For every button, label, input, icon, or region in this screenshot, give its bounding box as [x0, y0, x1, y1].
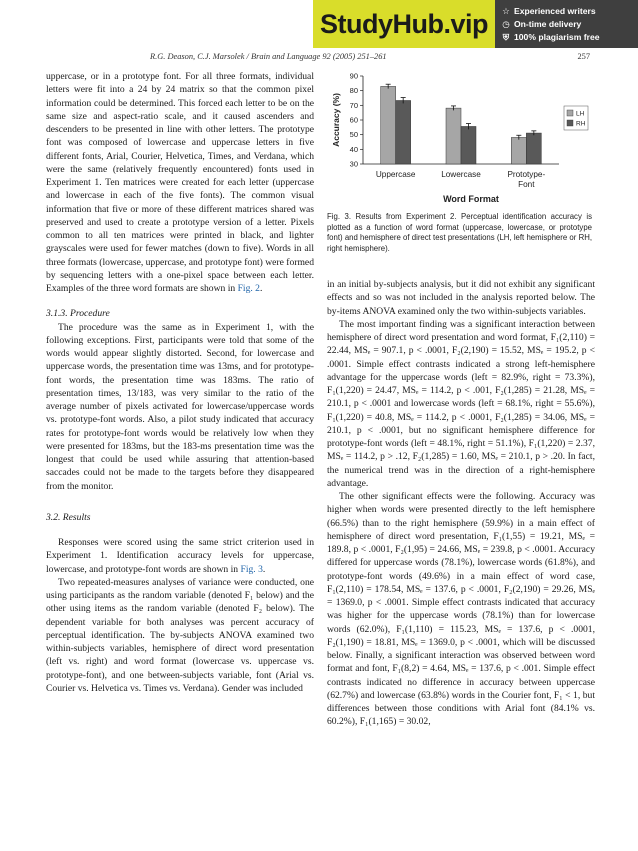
watermark-features	[495, 5, 600, 44]
y-tick-label: 80	[349, 86, 358, 96]
left-column	[46, 70, 314, 695]
fig2-link[interactable]: Fig. 2	[237, 283, 260, 294]
bar-lh	[381, 86, 396, 164]
paragraph: in an initial by-subjects analysis, but it did not exhibit any significant effects and so was not included in the analysis reported below. The by-items ANOVA examined only the two within-subjects variables.	[327, 279, 595, 317]
feature-item: ⛨ 100% plagiarism free	[502, 31, 600, 42]
paragraph: uppercase, or in a prototype font. For all three formats, individual letters were fit into a 24 by 24 matrix so that the common pixel information could be determined. This forced each letter to be on the same size and aspect-ratio scale, and it caused ascenders and descenders to be presented in line with other letters. The prototype font was composed of lowercase and uppercase letters in five different fonts, Arial, Courier, Helvetica, Times, and Verdana, which were the same (relatively frequently encountered) fonts used in Experiment 1. Ten matrices were created for each letter (uppercase and lowercase in each of the five fonts). The common visual information that five or more of these different matrices shared was preserved and used to create a prototype version of a letter. Pixels common to all ten matrices were printed in black, and lighter grayscales were used for fewer matches (down to five). Words in all three formats (lowercase, uppercase, and prototype font) were formed by sequencing letters with a one-pixel space between each letter. Examples of the three word formats are shown in Fig. 2.	[46, 71, 314, 294]
fig3-link[interactable]: Fig. 3	[240, 563, 263, 575]
legend-label: LH	[576, 110, 585, 118]
y-tick-label: 30	[349, 159, 358, 169]
figure-caption: Fig. 3. Results from Experiment 2. Perceptual identification accuracy is plotted as a function of word format (uppercase, lowercase, or prototype font) and hemisphere of direct test presentations (LH, left hemisphere or RH, right hemisphere).	[327, 212, 592, 253]
running-head-authors: R.G. Deason, C.J. Marsolek / Brain and Language 92 (2005) 251–261	[150, 52, 387, 61]
bar-rh	[396, 100, 411, 164]
bar-rh	[526, 133, 541, 164]
y-tick-label: 60	[349, 115, 358, 125]
x-axis-label: Word Format	[443, 194, 499, 204]
y-axis-label: Accuracy (%)	[331, 93, 341, 147]
bar-lh	[511, 137, 526, 164]
running-head	[150, 52, 590, 61]
paragraph: Responses were scored using the same strict criterion used in Experiment 1. Identification accuracy levels for uppercase, lowercase, and prototype-font words are shown in Fig. 3.	[46, 537, 314, 575]
y-tick-label: 50	[349, 130, 358, 140]
x-tick-label: Prototype-	[507, 170, 546, 179]
section-heading-results: 3.2. Results	[46, 511, 91, 523]
clock-icon: ◷	[502, 18, 510, 29]
legend-swatch-lh	[567, 110, 573, 116]
y-tick-label: 90	[349, 71, 358, 81]
shield-icon: ⛨	[502, 31, 510, 42]
watermark-banner	[313, 0, 638, 48]
x-tick-label: Font	[518, 180, 535, 189]
feature-item: ◷ On-time delivery	[502, 18, 582, 29]
bar-lh	[446, 108, 461, 164]
section-heading-procedure: 3.1.3. Procedure	[46, 308, 110, 320]
paragraph: The procedure was the same as in Experiment 1, with the following exceptions. First, participants were told that some of the words would appear slightly distorted. Second, for lowercase and uppercase words, the presentation time was 13ms, and for prototype-font words, the presentation time was 183ms. The ratio of presentation times, 13/183, was very similar to the ratio of the average number of pixels activated for lowercase/uppercase words vs. prototype-font words. Also, a pilot study indicated that accuracy rates for prototype-font words would be relatively low when they were presented for 183ms, but the 183-ms presentation time was the longest that could be used while assuring that attention-based saccades could not be made to the targets before they disappeared from the monitor.	[46, 321, 314, 492]
paragraph: The other significant effects were the following. Accuracy was higher when words were presented directly to the left hemisphere (66.5%) than to the right hemisphere (59.9%) in a main effect of hemisphere of direct word presentation, F₁(1,55) = 19.21, MSₑ = 189.8, p < .0001, F₂(1,95) = 24.66, MSₑ = 239.8, p < .0001. Accuracy differed for uppercase words (78.1%), lowercase words (61.8%), and prototype-font words (49.6%) in a main effect of word case, F₁(2,110) = 178.54, MSₑ = 137.6, p < .0001, F₂(2,190) = 29.26, MSₑ = 1369.0, p < .0001. Simple effect contrasts indicated that accuracy was higher for the uppercase words (78.1%) than for lowercase words (62.0%), F₁(1,110) = 115.23, MSₑ = 137.6, p < .0001, F₂(1,190) = 18.81, MSₑ = 1369.0, p < .0001, which will be discussed below. Finally, a significant interaction was observed between word format and font, F₁(8,2) = 4.64, MSₑ = 137.6, p < .001. Simple effect contrasts indicated no difference in accuracy between uppercase (62.7%) and lowercase (63.8%) words in the Courier font, F₁ < 1, but differences between those conditions with Arial font (84.1% vs. 60.2%), F₁(1,165) = 30.02,	[327, 491, 595, 728]
star-icon: ☆	[502, 5, 510, 16]
legend-label: RH	[576, 120, 586, 128]
x-tick-label: Uppercase	[375, 170, 416, 179]
figure-3-chart	[327, 68, 607, 208]
bar-rh	[461, 126, 476, 164]
right-column	[327, 278, 595, 729]
paragraph: Two repeated-measures analyses of variance were conducted, one using participants as the random variable (denoted F₁ below) and the other using items as the random variable (denoted F₂ below). The dependent variable for both analyses was percent accuracy of perceptual identification. The by-subjects ANOVA examined two within-subjects variables, hemisphere of direct word presentation (left vs. right) and word format (lowercase vs. uppercase vs. prototype-font), and one between-subjects variable, font (Arial vs. Courier vs. Helvetica vs. Times vs. Verdana). Gender was included	[46, 576, 314, 694]
feature-item: ☆ Experienced writers	[502, 5, 596, 16]
paragraph: The most important finding was a significant interaction between hemisphere of direct word presentation and word format, F₁(2,110) = 22.44, MSₑ = 907.1, p < .0001, F₂(2,190) = 15.52, MSₑ = 195.2, p < .0001. Simple effect contrasts indicated a strong left-hemisphere advantage for the uppercase words (left = 82.9%, right = 73.3%), F₁(1,220) = 24.47, MSₑ = 114.2, p < .001, F₂(1,285) = 21.28, MSₑ = 210.1, p < .0001 and lowercase words (left = 68.1%, right = 55.6%), F₁(1,220) = 40.8, MSₑ = 114.2, p < .0001, F₂(1,285) = 34.06, MSₑ = 210.1, p < .0001, but no significant hemisphere difference for prototype-font words (left = 48.1%, right = 51.1%), F₁(1,220) = 2.37, MSₑ = 114.2, p > .12, F₂(1,285) = 1.60, MSₑ = 210.1, p > .20. In fact, the numerical trend was in the direction of a right-hemisphere advantage.	[327, 318, 595, 489]
legend-swatch-rh	[567, 120, 573, 126]
y-tick-label: 70	[349, 100, 358, 110]
y-tick-label: 40	[349, 144, 358, 154]
x-tick-label: Lowercase	[441, 170, 481, 179]
studyhub-logo: StudyHub.vip	[313, 0, 495, 48]
page-number: 257	[577, 52, 590, 61]
